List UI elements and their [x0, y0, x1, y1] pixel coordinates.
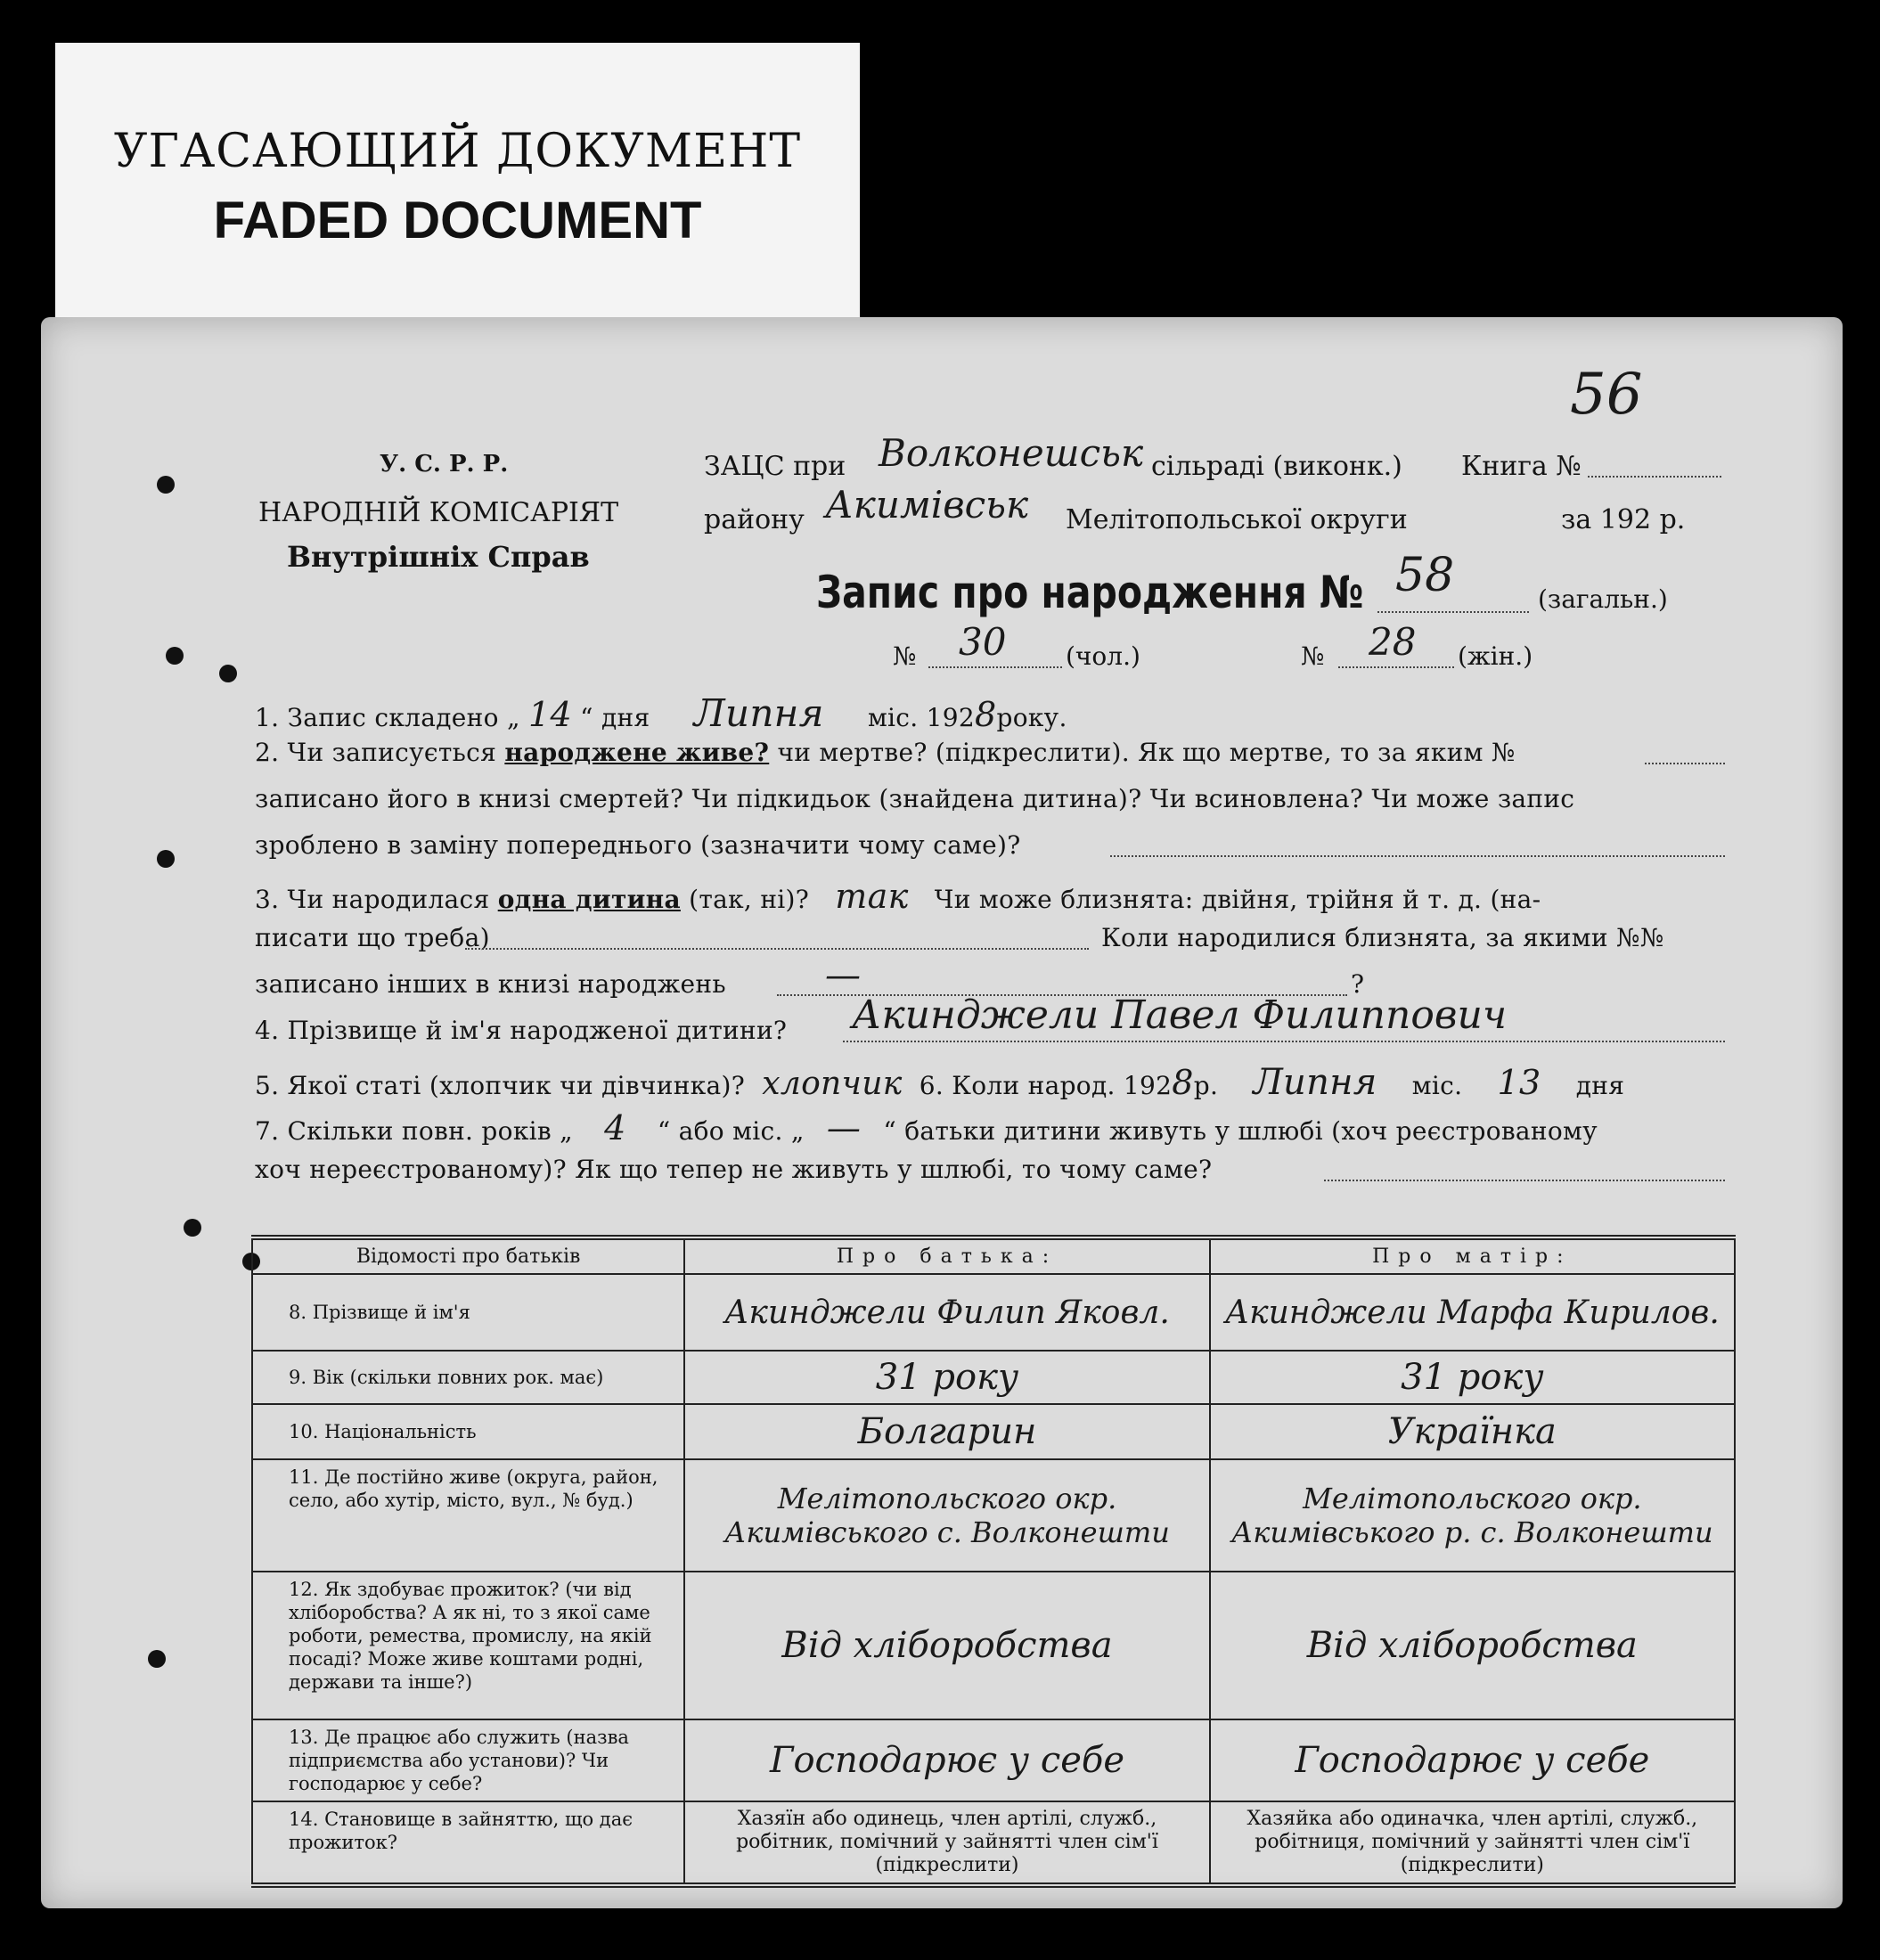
punch-hole — [184, 1219, 201, 1237]
q7-months-handwritten: — — [826, 1108, 862, 1147]
q6-day-label: дня — [1575, 1071, 1625, 1100]
q2-text-b: народжене живе? — [504, 738, 770, 767]
female-number-handwritten: 28 — [1369, 620, 1417, 664]
record-number-handwritten: 58 — [1395, 549, 1455, 602]
q1-suffix: року. — [996, 703, 1067, 732]
commissariat-heading: НАРОДНІЙ КОМІСАРІЯТ — [258, 497, 619, 528]
mother-workplace: Господарює у себе — [1210, 1719, 1735, 1801]
father-workplace: Господарює у себе — [684, 1719, 1209, 1801]
mother-age: 31 року — [1210, 1351, 1735, 1404]
q5-sex-handwritten: хлопчик — [762, 1066, 903, 1102]
district-suffix: Мелітопольської округи — [1066, 504, 1408, 535]
female-no-label: № — [1301, 641, 1325, 671]
birth-record-sheet — [41, 317, 1843, 1908]
zags-suffix: сільраді (виконк.) — [1151, 451, 1402, 482]
table-row — [252, 1404, 1735, 1459]
q3-question-mark: ? — [1351, 969, 1365, 999]
mother-occupation-status: Хазяйка або одиначка, член артілі, служб., робітниця, помічний у зайнятті член сім'ї (підкреслити) — [1210, 1801, 1735, 1885]
punch-hole — [157, 476, 175, 494]
q1-day-handwritten: 14 — [527, 695, 572, 734]
punch-hole — [148, 1650, 166, 1668]
q6-day-handwritten: 13 — [1497, 1063, 1541, 1102]
q3-line-2a: писати що треба) — [255, 923, 490, 952]
male-number-handwritten: 30 — [959, 620, 1007, 664]
q2-line-3-blank — [1110, 855, 1725, 857]
table-header-row — [252, 1237, 1735, 1274]
q1-line — [255, 691, 1067, 735]
q2-text-c: чи мертве? (підкреслити). Як що мертве, то за яким № — [769, 738, 1516, 767]
father-livelihood: Від хліборобства — [684, 1572, 1209, 1719]
q2-text-a: 2. Чи записується — [255, 738, 505, 767]
q3-line-3: записано інших в книзі народжень — [255, 969, 726, 999]
q1-mid: “ дня — [580, 703, 650, 732]
parents-info-table — [251, 1235, 1736, 1888]
year-label: за 192 р. — [1561, 504, 1686, 535]
q3-text-a: 3. Чи народилася — [255, 885, 498, 914]
row-label: 9. Вік (скільки повних рок. має) — [252, 1351, 684, 1404]
mother-nationality: Українка — [1210, 1404, 1735, 1459]
male-number-line — [928, 666, 1062, 668]
mother-name: Акинджели Марфа Кирилов. — [1210, 1274, 1735, 1351]
q1-year-handwritten: 8 — [975, 695, 997, 734]
q1-month-handwritten: Липня — [693, 691, 824, 735]
q3-handwritten: так — [835, 877, 909, 916]
header-father: Про батька: — [684, 1237, 1209, 1274]
q1-prefix: 1. Запис складено „ — [255, 703, 520, 732]
q3-line-3-handwritten: — — [825, 955, 861, 996]
row-label: 11. Де постійно живе (округа, район, село, або хутір, місто, вул., № буд.) — [252, 1459, 684, 1572]
table-row — [252, 1801, 1735, 1885]
row-label: 13. Де працює або служить (назва підприємства або установи)? Чи господарює у себе? — [252, 1719, 684, 1801]
faded-document-label — [55, 43, 860, 346]
q4-label: 4. Прізвище й ім'я народженої дитини? — [255, 1016, 788, 1045]
row-label: 8. Прізвище й ім'я — [252, 1274, 684, 1351]
row-label: 12. Як здобуває прожиток? (чи від хліборобства? А як ні, то з якої саме роботи, ремества, промислу, на якій посаді? Може живе коштами родні, держави та інше?) — [252, 1572, 684, 1719]
book-number-line — [1588, 476, 1721, 478]
header-parents-info: Відомості про батьків — [252, 1237, 684, 1274]
internal-affairs-heading: Внутрішніх Справ — [287, 540, 590, 574]
father-age: 31 року — [684, 1351, 1209, 1404]
table-row — [252, 1274, 1735, 1351]
father-occupation-status: Хазяїн або одинець, член артілі, служб., робітник, помічний у зайнятті член сім'ї (підкреслити) — [684, 1801, 1209, 1885]
mother-residence: Мелітопольского окр. Акимівського р. с. Волконешти — [1210, 1459, 1735, 1572]
q6-month-handwritten: Липня — [1253, 1062, 1377, 1103]
q7-text-c: “ батьки дитини живуть у шлюбі (хоч реєстрованому — [883, 1116, 1598, 1146]
q7-blank — [1324, 1180, 1725, 1181]
district-prefix: району — [704, 504, 805, 535]
q7-line-1 — [255, 1108, 1598, 1147]
page-number-handwritten: 56 — [1570, 362, 1643, 428]
q4-blank — [843, 1041, 1725, 1042]
q7-line-2: хоч нереєстрованому)? Як що тепер не живуть у шлюбі, то чому саме? — [255, 1155, 1213, 1184]
q3-text-c: (так, ні)? — [680, 885, 810, 914]
zags-handwritten: Волконешськ — [879, 431, 1144, 475]
mother-livelihood: Від хліборобства — [1210, 1572, 1735, 1719]
punch-hole — [166, 647, 184, 665]
father-residence: Мелітопольского окр. Акимівського с. Волконешти — [684, 1459, 1209, 1572]
q7-text-a: 7. Скільки повн. років „ — [255, 1116, 573, 1146]
q1-mis: міс. 192 — [867, 703, 976, 732]
q2-line-2: записано його в книзі смертей? Чи підкидьок (знайдена дитина)? Чи всиновлена? Чи може запис — [255, 784, 1575, 813]
q6-year-handwritten: 8 — [1172, 1063, 1194, 1102]
general-label: (загальн.) — [1538, 584, 1668, 614]
book-label: Книга № — [1461, 451, 1582, 482]
q3-text-d: Чи може близнята: двійня, трійня й т. д. (на- — [934, 885, 1541, 914]
row-label: 14. Становище в зайняттю, що дає прожиток? — [252, 1801, 684, 1885]
district-handwritten: Акимівськ — [825, 483, 1029, 527]
female-number-line — [1338, 666, 1454, 668]
q3-line-2b: Коли народилися близнята, за якими №№ — [1101, 923, 1664, 952]
row-label: 10. Національність — [252, 1404, 684, 1459]
label-russian: УГАСАЮЩИЙ ДОКУМЕНТ — [113, 125, 802, 178]
table-row — [252, 1351, 1735, 1404]
q5-line — [255, 1062, 1624, 1103]
male-no-label: № — [893, 641, 917, 671]
record-title: Запис про народження № — [816, 567, 1364, 618]
q6-month-label: міс. — [1411, 1071, 1463, 1100]
father-name: Акинджели Филип Яковл. — [684, 1274, 1209, 1351]
label-english: FADED DOCUMENT — [213, 192, 702, 249]
q4-child-name-handwritten: Акинджели Павел Филиппович — [852, 992, 1508, 1038]
q2-answer-line — [1645, 763, 1725, 764]
q7-years-handwritten: 4 — [604, 1108, 626, 1147]
q2-line-1 — [255, 738, 1516, 767]
q2-line-3: зроблено в заміну попереднього (зазначити чому саме)? — [255, 830, 1021, 860]
punch-hole — [157, 850, 175, 868]
q5-label: 5. Якої статі (хлопчик чи дівчинка)? — [255, 1071, 746, 1100]
ussr-heading: У. С. Р. Р. — [380, 451, 509, 478]
male-suffix: (чол.) — [1066, 641, 1140, 671]
q3-line-1 — [255, 877, 1541, 916]
female-suffix: (жін.) — [1458, 641, 1533, 671]
father-nationality: Болгарин — [684, 1404, 1209, 1459]
q3-text-b: одна дитина — [497, 885, 681, 914]
zags-prefix: ЗАЦС при — [704, 451, 846, 482]
q6-label: 6. Коли народ. 192 — [919, 1071, 1173, 1100]
q3-blank — [465, 948, 1089, 950]
record-number-line — [1377, 611, 1529, 613]
table-row — [252, 1719, 1735, 1801]
header-mother: Про матір: — [1210, 1237, 1735, 1274]
table-row — [252, 1572, 1735, 1719]
q6-year-suffix: р. — [1193, 1071, 1219, 1100]
punch-hole — [219, 665, 237, 682]
table-row — [252, 1459, 1735, 1572]
q7-text-b: “ або міс. „ — [657, 1116, 805, 1146]
